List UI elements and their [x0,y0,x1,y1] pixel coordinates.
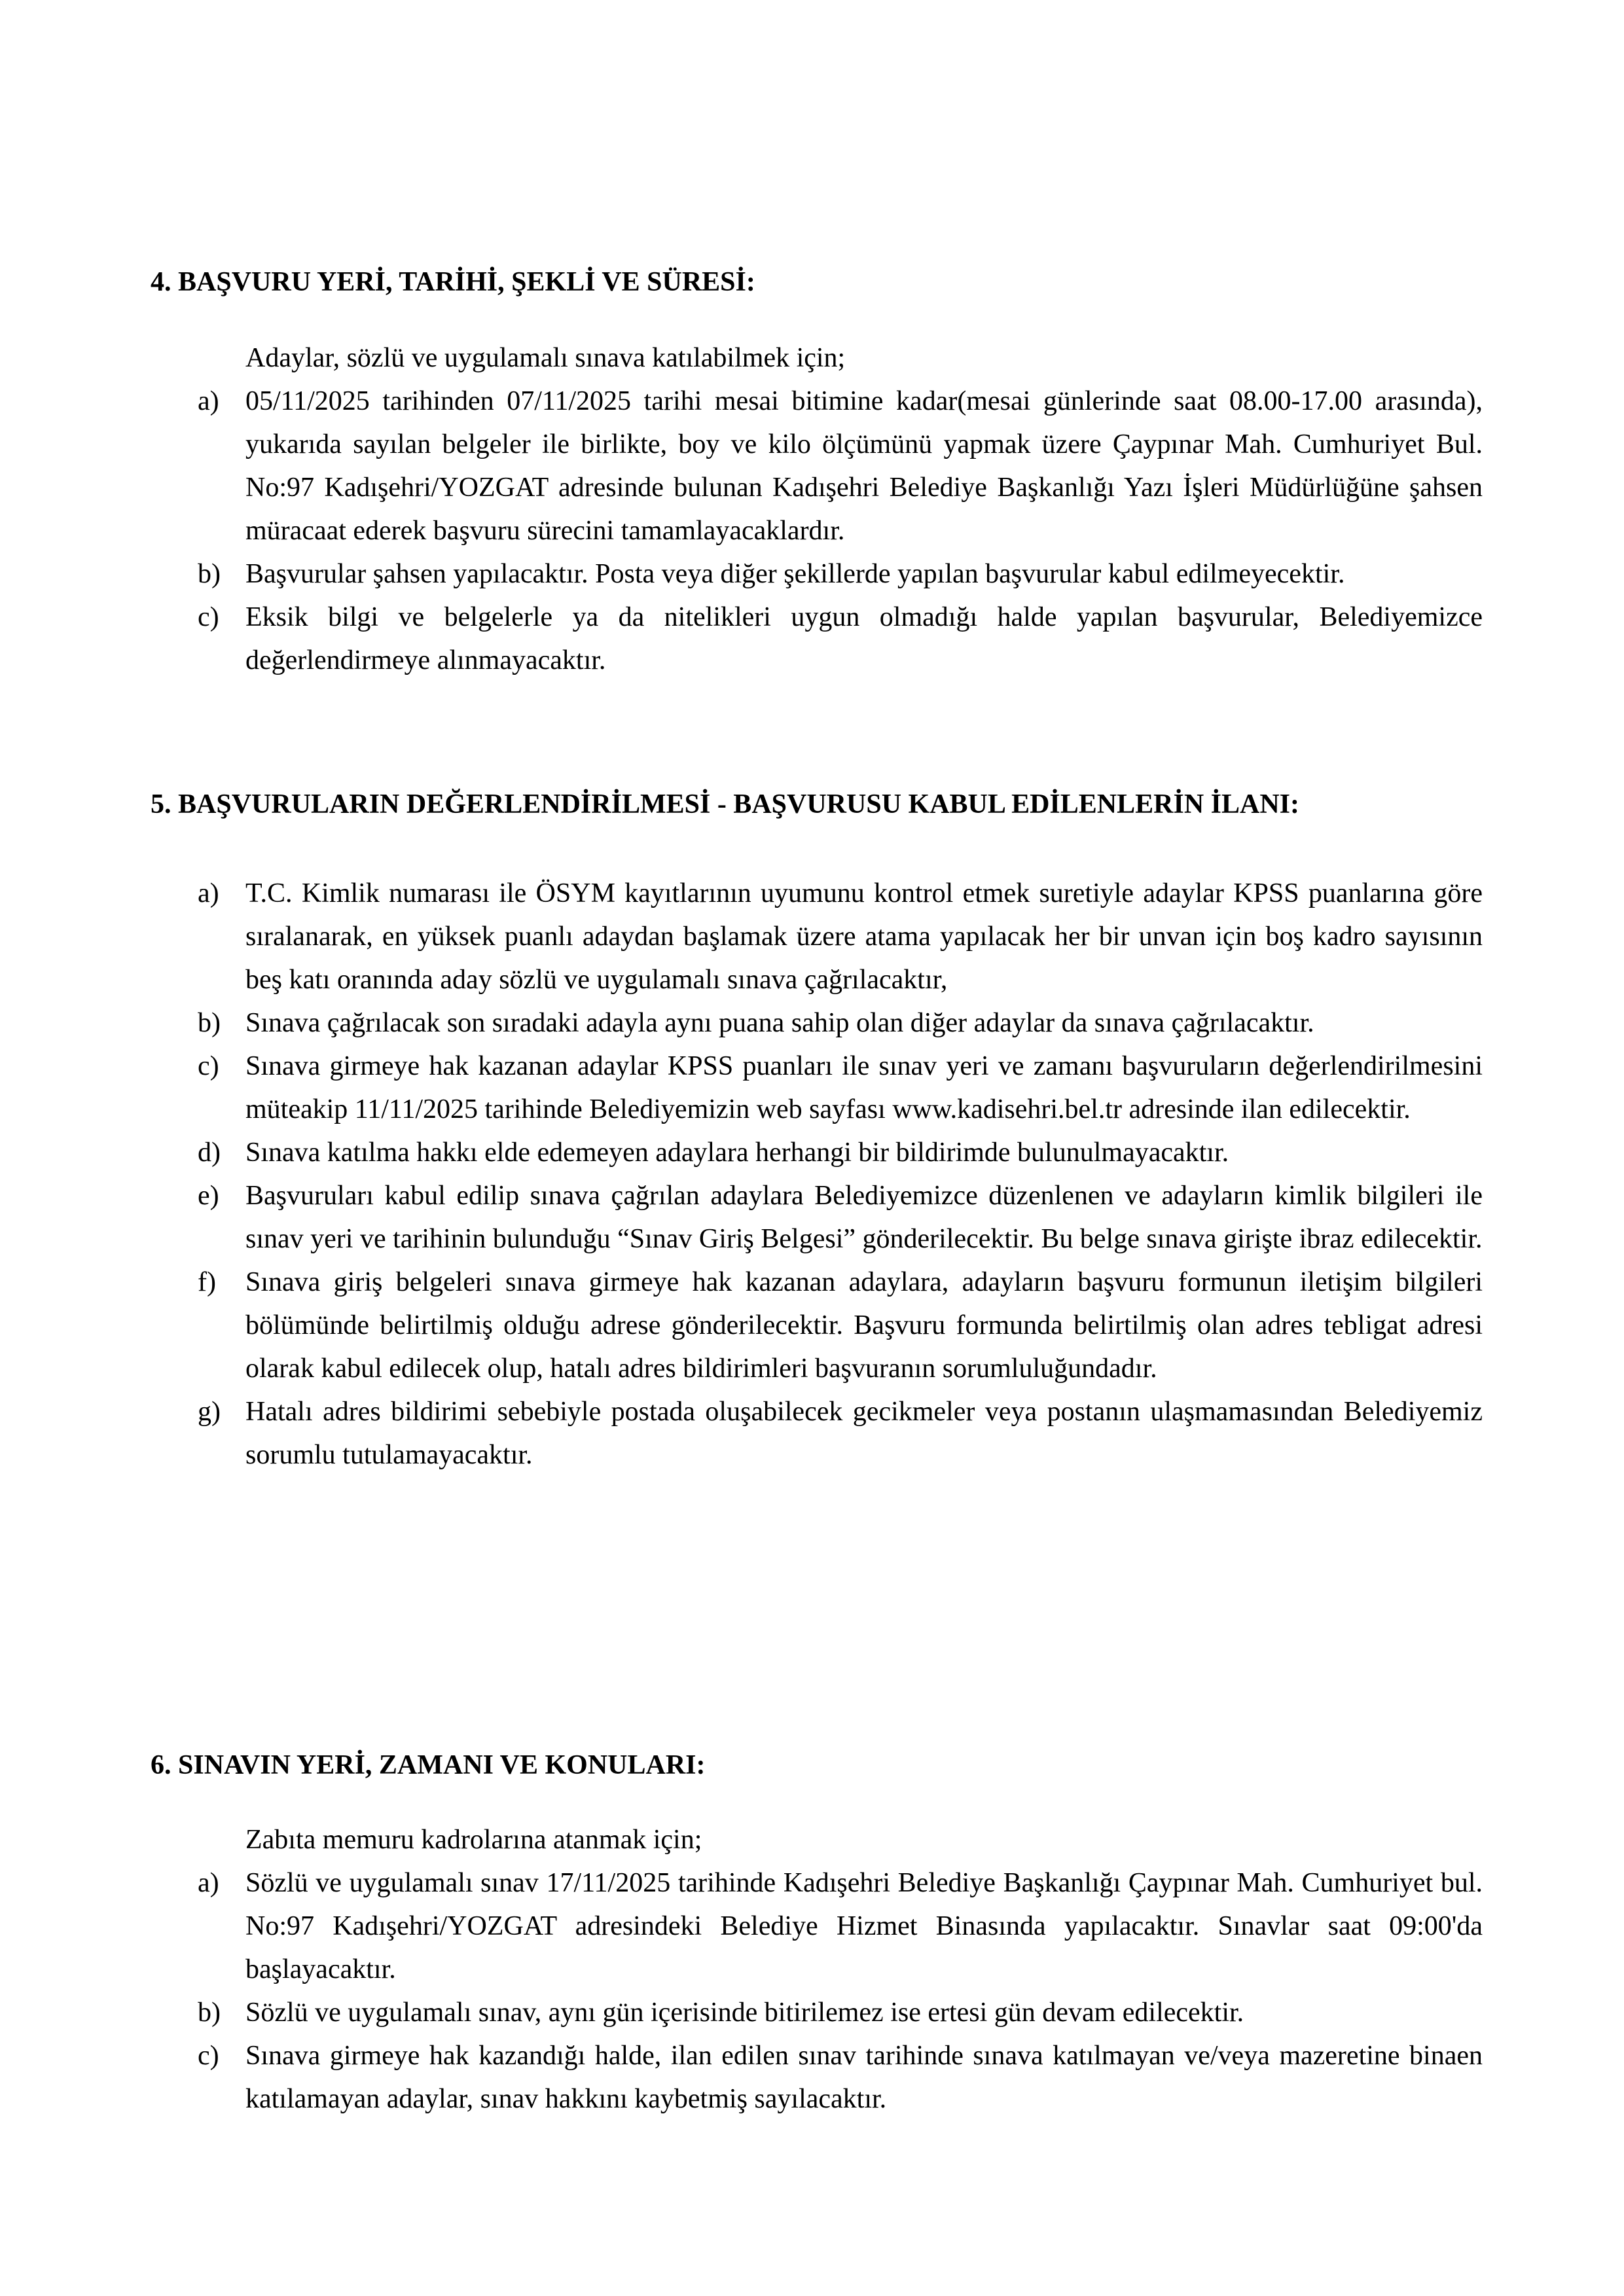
item-marker: f) [198,1267,216,1297]
section-sinav-yeri [151,1744,1483,2121]
item-text: Sınava katılma hakkı elde edemeyen adaylara herhangi bir bildirimde bulunulmayacaktır. [245,1138,1229,1168]
item-marker: a) [198,386,219,416]
list-item [151,1861,1483,1991]
item-text: Başvuruları kabul edilip sınava çağrılan adaylara Belediyemizce düzenlenen ve adayların kimlik bilgileri ile sınav yeri ve tarihinin bulunduğu “Sınav Giriş Belgesi” gönderilecektir. Bu belge sınava girişte ibraz edilecektir. [245,1181,1483,1254]
item-text: Sınava giriş belgeleri sınava girmeye hak kazanan adaylara, adayların başvuru formunun iletişim bilgileri bölümünde belirtilmiş olduğu adrese gönderilecektir. Başvuru formunda belirtilmiş olan adres tebligat adresi olarak kabul edilecek olup, hatalı adres bildirimleri başvuranın sorumluluğundadır. [245,1267,1483,1384]
list-item [151,552,1483,596]
item-marker: c) [198,602,219,632]
list-item [151,1131,1483,1174]
item-text: Başvurular şahsen yapılacaktır. Posta veya diğer şekillerde yapılan başvurular kabul edilmeyecektir. [245,559,1345,589]
item-marker: c) [198,2041,219,2071]
list-item [151,1045,1483,1131]
item-marker: d) [198,1138,221,1168]
item-marker: b) [198,1008,221,1038]
item-marker: c) [198,1051,219,1081]
item-text: Sınava girmeye hak kazandığı halde, ilan edilen sınav tarihinde sınava katılmayan ve/veya mazeretine binaen katılamayan adaylar, sınav hakkını kaybetmiş sayılacaktır. [245,2041,1483,2114]
section-heading: 6. SINAVIN YERİ, ZAMANI VE KONULARI: [151,1750,706,1780]
item-text: Hatalı adres bildirimi sebebiyle postada oluşabilecek gecikmeler veya postanın ulaşmamasından Belediyemiz sorumlu tutulamayacaktır. [245,1397,1483,1470]
list-item [151,1390,1483,1477]
section-heading: 4. BAŞVURU YERİ, TARİHİ, ŞEKLİ VE SÜRESİ: [151,267,755,297]
section-heading: 5. BAŞVURULARIN DEĞERLENDİRİLMESİ - BAŞVURUSU KABUL EDİLENLERİN İLANI: [151,789,1299,819]
item-marker: a) [198,878,219,908]
list-item [151,872,1483,1001]
item-marker: e) [198,1181,219,1211]
item-list [151,872,1483,1477]
item-text: T.C. Kimlik numarası ile ÖSYM kayıtlarının uyumunu kontrol etmek suretiyle adaylar KPSS puanlarına göre sıralanarak, en yüksek puanlı adaydan başlamak üzere atama yapılacak her bir unvan için boş kadro sayısının beş katı oranında aday sözlü ve uygulamalı sınava çağrılacaktır, [245,878,1483,995]
item-marker: b) [198,559,221,589]
list-item [151,1174,1483,1261]
list-item [151,1001,1483,1045]
item-text: Sözlü ve uygulamalı sınav, aynı gün içerisinde bitirilemez ise ertesi gün devam edilecektir. [245,1998,1244,2028]
item-marker: a) [198,1868,219,1898]
section-degerlendirme [151,783,1483,1477]
item-text: Sınava çağrılacak son sıradaki adayla aynı puana sahip olan diğer adaylar da sınava çağrılacaktır. [245,1008,1314,1038]
item-text: Eksik bilgi ve belgelerle ya da nitelikleri uygun olmadığı halde yapılan başvurular, Belediyemizce değerlendirmeye alınmayacaktır. [245,602,1483,675]
item-list [151,380,1483,682]
item-text: 05/11/2025 tarihinden 07/11/2025 tarihi mesai bitimine kadar(mesai günlerinde saat 08.00-17.00 arasında), yukarıda sayılan belgeler ile birlikte, boy ve kilo ölçümünü yapmak üzere Çaypınar Mah. Cumhuriyet Bul. No:97 Kadışehri/YOZGAT adresinde bulunan Kadışehri Belediye Başkanlığı Yazı İşleri Müdürlüğüne şahsen müracaat ederek başvuru sürecini tamamlayacaklardır. [245,386,1483,546]
list-item [151,380,1483,552]
section-intro: Zabıta memuru kadrolarına atanmak için; [245,1825,702,1855]
item-text: Sınava girmeye hak kazanan adaylar KPSS puanları ile sınav yeri ve zamanı başvuruların değerlendirilmesini müteakip 11/11/2025 tarihinde Belediyemizin web sayfası www.kadisehri.bel.tr adresinde ilan edilecektir. [245,1051,1483,1124]
list-item [151,596,1483,682]
item-list [151,1861,1483,2121]
item-text: Sözlü ve uygulamalı sınav 17/11/2025 tarihinde Kadışehri Belediye Başkanlığı Çaypınar Mah. Cumhuriyet bul. No:97 Kadışehri/YOZGAT adresindeki Belediye Hizmet Binasında yapılacaktır. Sınavlar saat 09:00'da başlayacaktır. [245,1868,1483,1984]
list-item [151,1261,1483,1390]
section-intro: Adaylar, sözlü ve uygulamalı sınava katılabilmek için; [245,343,846,373]
item-marker: b) [198,1998,221,2028]
item-marker: g) [198,1397,221,1427]
list-item [151,1991,1483,2034]
list-item [151,2034,1483,2121]
section-basvuru-yeri [151,260,1483,682]
